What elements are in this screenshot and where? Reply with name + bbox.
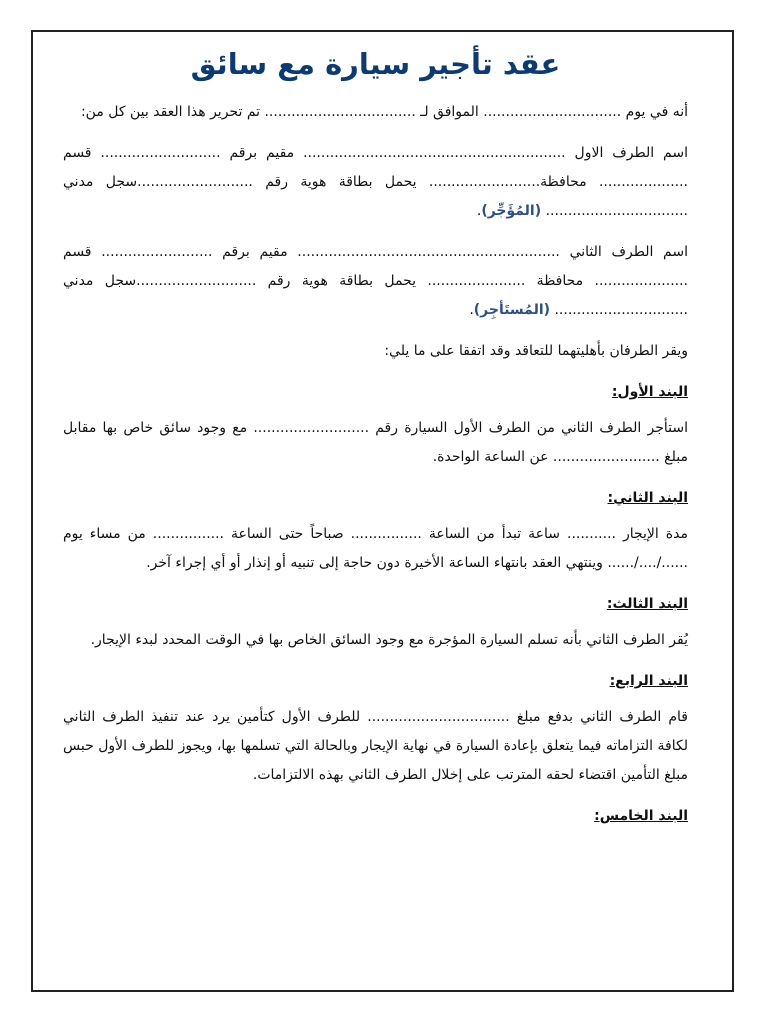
clause-4-text: قام الطرف الثاني بدفع مبلغ ................................ للطرف الأول كتأمين يرد عند تنفيذ الطرف الثاني لكافة التزاماته فيما يتعلق بإعادة السيارة في نهاية الإيجار وبالحالة التي تسلمها بها، ويجوز للطرف الأول حبس مبلغ التأمين اقتضاء لحقه المترتب على إخلال الطرف الثاني بهذه الالتزامات. [63,709,688,783]
first-party-paragraph: اسم الطرف الاول ........................................................... مقيم برقم ........................... قسم .................... محافظة......................... يحمل بطاقة هوية رقم ..........................سجل مدني ................................ (المُؤَجِّر). [63,145,688,219]
first-party-details: اسم الطرف الاول ........................................................... مقيم برقم ........................... قسم .................... محافظة......................... يحمل بطاقة هوية رقم ..........................سجل مدني ................................ [63,145,688,219]
lessor-role-label: (المُؤَجِّر) [481,203,542,219]
clause-1-title: البند الأول: [611,384,688,400]
clause-2-text: مدة الإيجار ........... ساعة تبدأ من الساعة ................ صباحاً حتى الساعة ................ من مساء يوم ....../..../...... وينتهي العقد بانتهاء الساعة الأخيرة دون حاجة إلى تنبيه أو إنذار أو أي إجراء آخر. [63,526,688,571]
acknowledgement-paragraph: ويقر الطرفان بأهليتهما للتعاقد وقد اتفقا على ما يلي: [384,343,688,359]
second-party-details: اسم الطرف الثاني ........................................................... مقيم برقم ......................... قسم ..................... محافظة ...................... يحمل بطاقة هوية رقم ...........................سجل مدني .............................. [63,244,688,318]
clause-3-title: البند الثالث: [606,596,688,612]
document-page [31,30,734,992]
page-title: عقد تأجير سيارة مع سائق [190,47,561,81]
clause-4-title: البند الرابع: [609,673,688,689]
clause-5-title: البند الخامس: [594,808,688,824]
clause-2-title: البند الثاني: [607,490,688,506]
document-content [33,44,732,830]
lessee-role-label: (المُستَأجِر) [473,302,551,318]
clause-1-text: استأجر الطرف الثاني من الطرف الأول السيارة رقم .......................... مع وجود سائق خاص بها مقابل مبلغ ........................ عن الساعة الواحدة. [63,420,688,465]
intro-paragraph: أنه في يوم ............................... الموافق لـ .................................. تم تحرير هذا العقد بين كل من: [80,104,688,120]
clause-3-text: يُقر الطرف الثاني بأنه تسلم السيارة المؤجرة مع وجود السائق الخاص بها في الوقت المحدد لبدء الإيجار. [90,632,688,648]
second-party-paragraph: اسم الطرف الثاني ........................................................... مقيم برقم ......................... قسم ..................... محافظة ...................... يحمل بطاقة هوية رقم ...........................سجل مدني .............................. (المُستَأجِر). [63,244,688,318]
